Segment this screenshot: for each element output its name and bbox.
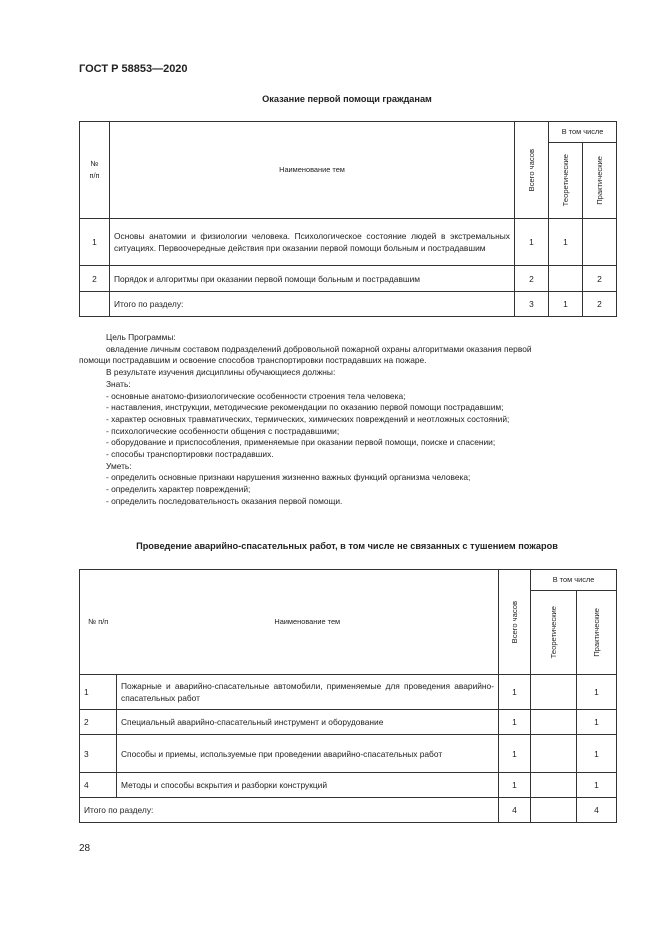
total-num (80, 292, 110, 317)
row-num: 3 (80, 735, 117, 773)
program-line: - основные анатомо-физиологические особенности строения тела человека; (106, 390, 406, 401)
table-row (80, 735, 617, 773)
program-line: - наставления, инструкции, методические рекомендации по оказанию первой помощи пострадавшим; (106, 402, 504, 413)
col-theory-label: Теоретические (560, 154, 570, 207)
row-name: Способы и приемы, используемые при проведении аварийно-спасательных работ (117, 735, 499, 773)
row-practice: 2 (583, 266, 617, 292)
program-text (79, 332, 615, 508)
total-total: 3 (515, 292, 549, 317)
section2-table (79, 569, 617, 823)
row-theory (531, 773, 577, 798)
standard-header: ГОСТ Р 58853—2020 (79, 63, 188, 75)
section1-table (79, 121, 617, 317)
col-num-header: № п/п (80, 570, 117, 675)
row-theory (531, 675, 577, 710)
row-name: Пожарные и аварийно-спасательные автомобили, применяемые для проведения аварийно-спасательных работ (117, 675, 499, 710)
total-row (80, 798, 617, 823)
total-theory: 1 (549, 292, 583, 317)
col-practice-header (583, 143, 617, 219)
col-theory-header (549, 143, 583, 219)
row-name: Методы и способы вскрытия и разборки конструкций (117, 773, 499, 798)
col-name-header: Наименование тем (117, 570, 499, 675)
program-line: - определить характер повреждений; (106, 484, 251, 495)
col-practice-label: Практические (591, 608, 601, 657)
col-practice-label: Практические (594, 156, 604, 205)
table-row (80, 710, 617, 735)
col-total-label: Всего часов (526, 148, 536, 192)
table-row (80, 266, 617, 292)
program-line: - оборудование и приспособления, применяемые при оказании первой помощи, поиске и спасении; (106, 437, 496, 448)
row-num: 2 (80, 710, 117, 735)
col-total-label: Всего часов (509, 600, 519, 644)
col-num-header (80, 122, 110, 219)
row-practice: 1 (577, 735, 617, 773)
program-line: - способы транспортировки пострадавших. (106, 449, 274, 460)
section1-header-row (80, 122, 617, 143)
program-line: помощи пострадавшим и освоение способов транспортировки пострадавших на пожаре. (79, 355, 427, 366)
row-total: 1 (515, 219, 549, 266)
row-practice (583, 219, 617, 266)
program-line: - характер основных травматических, термических, химических повреждений и неотложных состояний; (106, 413, 510, 424)
row-theory (531, 735, 577, 773)
program-line: В результате изучения дисциплины обучающиеся должны: (106, 367, 336, 378)
table-row (80, 773, 617, 798)
table-row (80, 219, 617, 266)
section2-header-row (80, 570, 617, 591)
section1-title: Оказание первой помощи гражданам (262, 94, 432, 104)
col-theory-label: Теоретические (548, 606, 558, 659)
row-total: 1 (499, 735, 531, 773)
col-including-header: В том числе (549, 122, 617, 143)
total-practice: 4 (577, 798, 617, 823)
row-theory (531, 710, 577, 735)
col-name-header: Наименование тем (110, 122, 515, 219)
row-total: 1 (499, 710, 531, 735)
program-line: - определить основные признаки нарушения жизненно важных функций организма человека; (106, 472, 471, 483)
total-row (80, 292, 617, 317)
row-practice: 1 (577, 675, 617, 710)
program-line: - психологические особенности общения с пострадавшими; (106, 425, 340, 436)
col-total-header (499, 570, 531, 675)
program-line: - определить последовательность оказания первой помощи. (106, 495, 343, 506)
row-practice: 1 (577, 710, 617, 735)
total-practice: 2 (583, 292, 617, 317)
row-num: 1 (80, 219, 110, 266)
total-label: Итого по разделу: (110, 292, 515, 317)
col-including-header: В том числе (531, 570, 617, 591)
row-theory: 1 (549, 219, 583, 266)
total-total: 4 (499, 798, 531, 823)
col-num-label-1: № (90, 159, 99, 168)
program-line: Цель Программы: (106, 332, 176, 342)
program-line: овладение личным составом подразделений добровольной пожарной охраны алгоритмами оказания первой (106, 343, 532, 354)
col-practice-header (577, 591, 617, 675)
section2-title: Проведение аварийно-спасательных работ, в том числе не связанных с тушением пожаров (136, 541, 558, 551)
table-row (80, 675, 617, 710)
row-theory (549, 266, 583, 292)
row-name: Порядок и алгоритмы при оказании первой помощи больным и пострадавшим (110, 266, 515, 292)
row-name: Основы анатомии и физиологии человека. Психологическое состояние людей в экстремальных ситуациях. Первоочередные действия при оказании первой помощи больным и пострадавшим (110, 219, 515, 266)
row-num: 1 (80, 675, 117, 710)
program-line: Знать: (106, 378, 131, 389)
total-label: Итого по разделу: (80, 798, 499, 823)
row-practice: 1 (577, 773, 617, 798)
col-total-header (515, 122, 549, 219)
row-total: 1 (499, 773, 531, 798)
row-total: 1 (499, 675, 531, 710)
row-name: Специальный аварийно-спасательный инструмент и оборудование (117, 710, 499, 735)
total-theory (531, 798, 577, 823)
row-num: 2 (80, 266, 110, 292)
row-num: 4 (80, 773, 117, 798)
page-number: 28 (79, 843, 91, 854)
col-theory-header (531, 591, 577, 675)
program-line: Уметь: (106, 460, 132, 471)
col-num-label-2: п/п (89, 171, 100, 180)
row-total: 2 (515, 266, 549, 292)
